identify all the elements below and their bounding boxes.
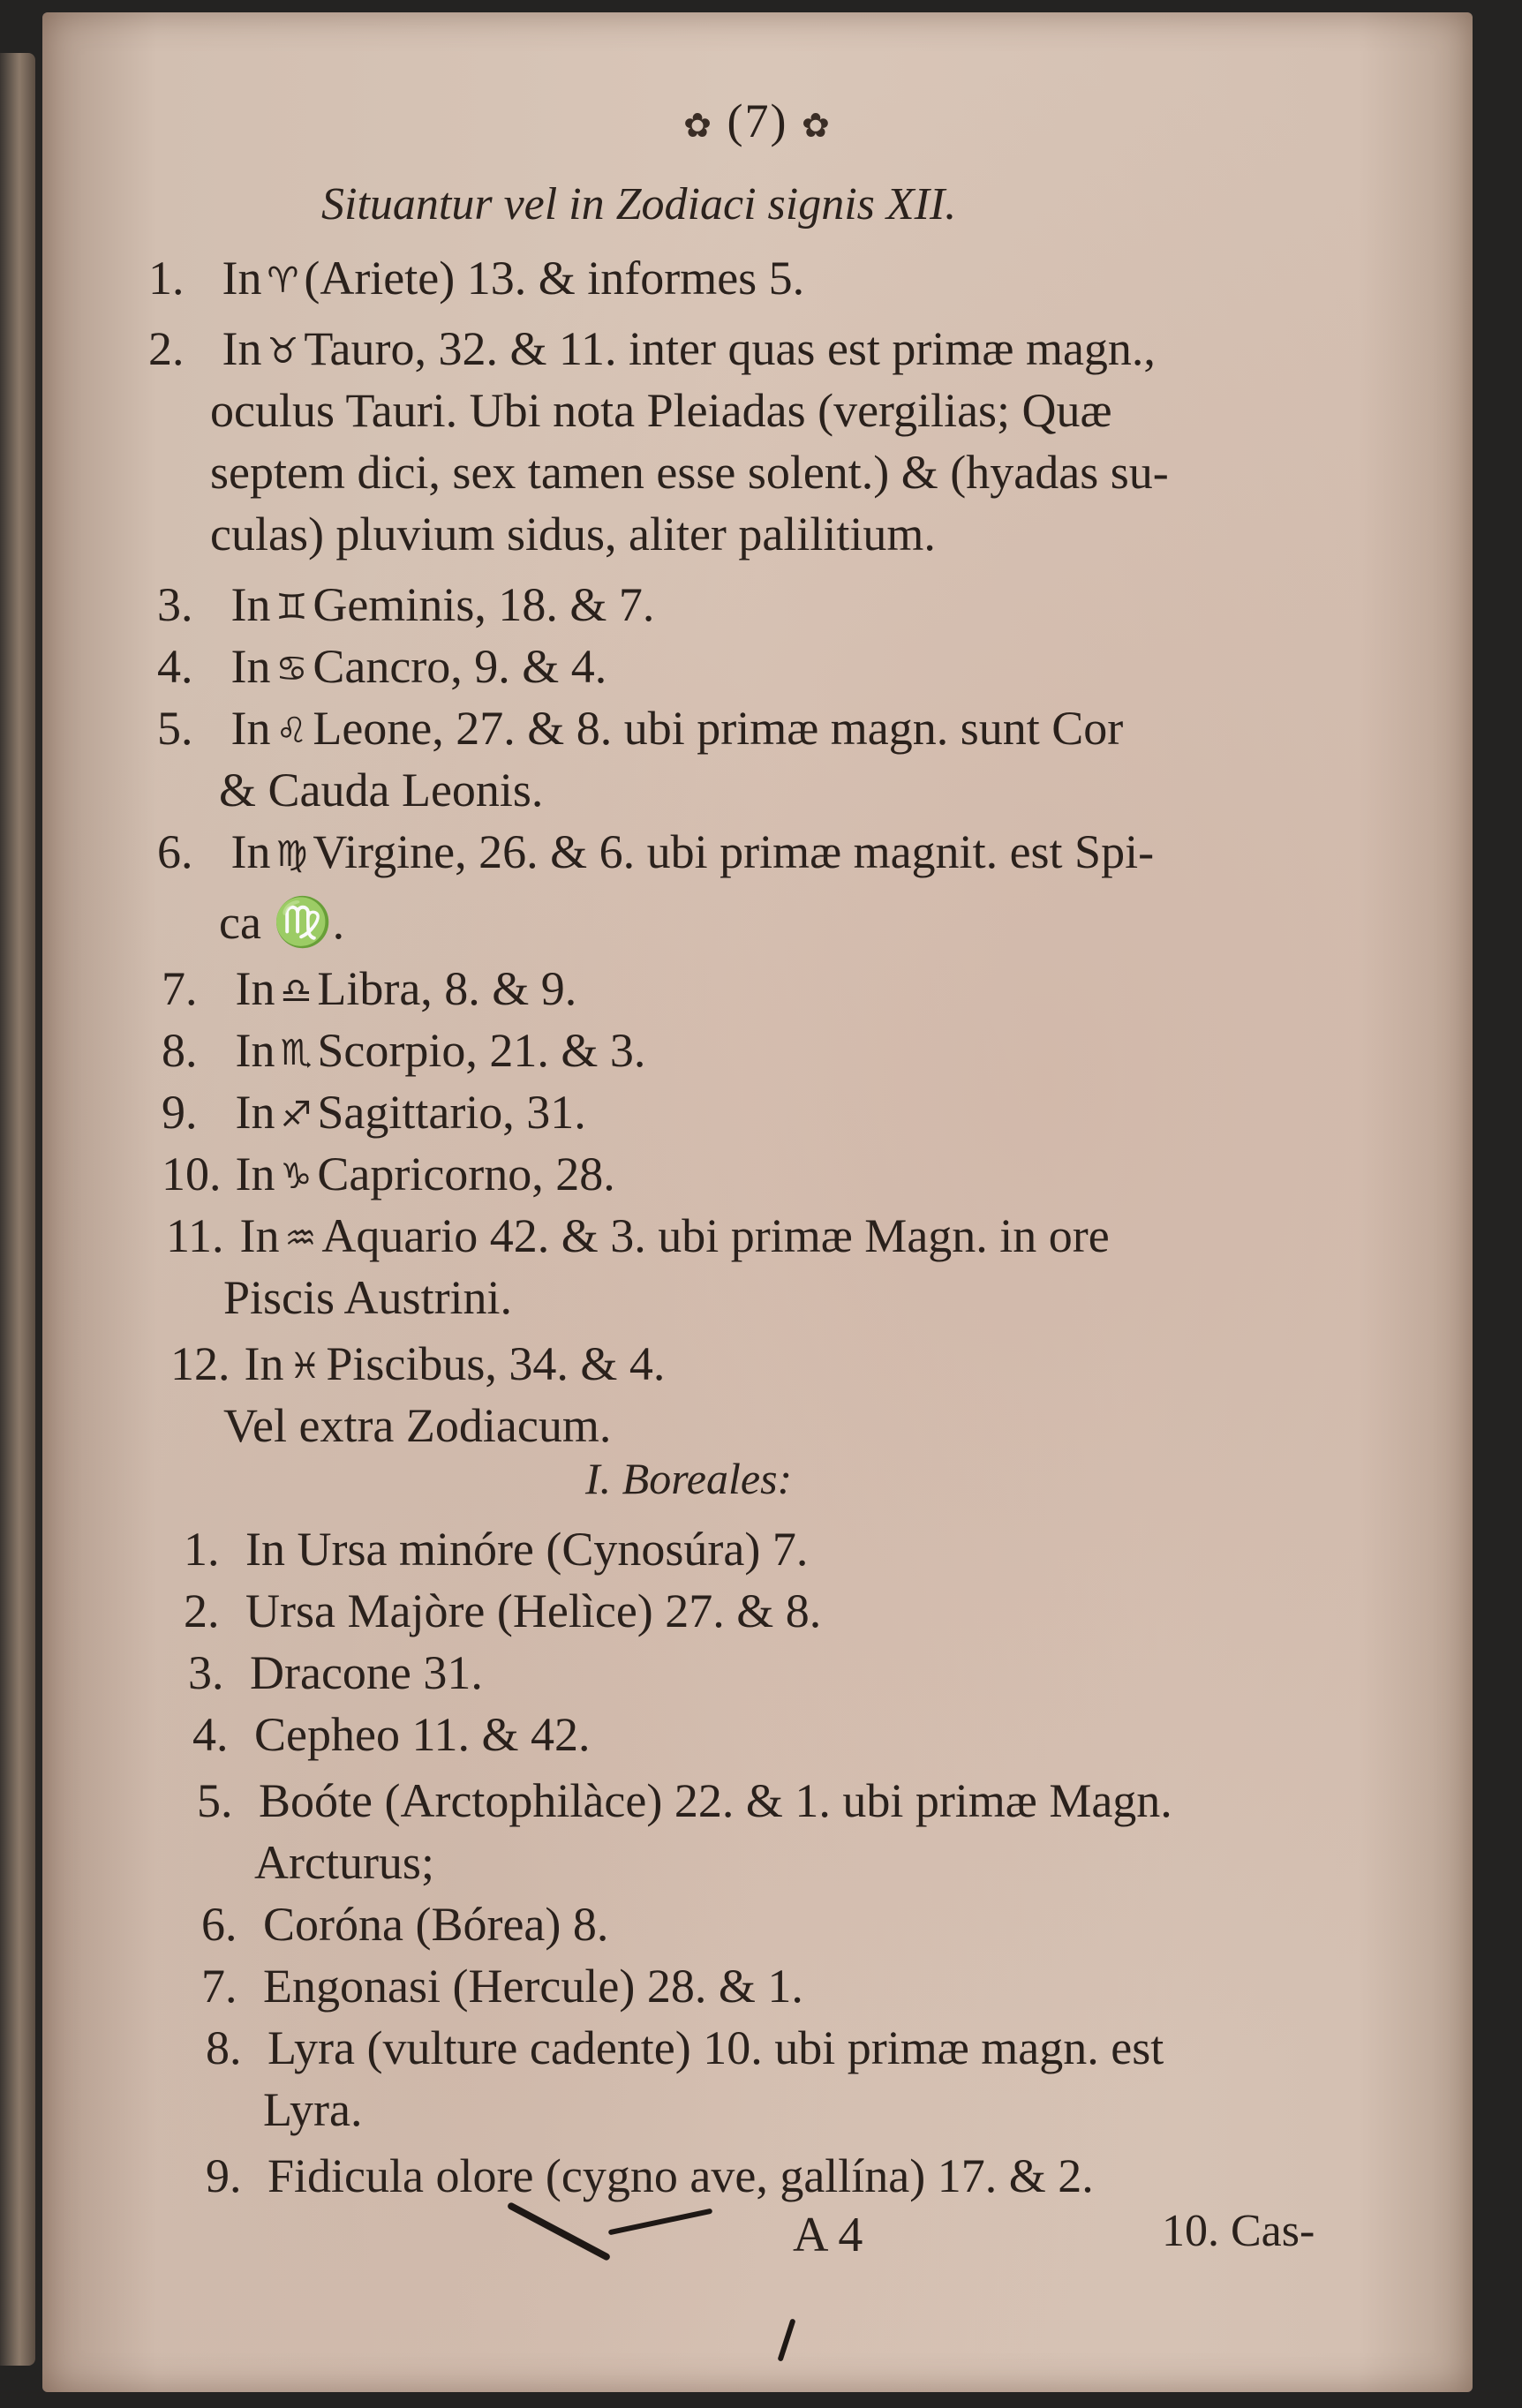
zodiac-line	[170, 1336, 665, 1391]
zodiac-line	[162, 961, 576, 1016]
ornament-left-icon: ✿	[683, 108, 714, 146]
line-text: Cancro, 9. & 4.	[313, 640, 607, 693]
line-prefix: In	[210, 252, 262, 305]
line-text: Virgine, 26. & 6. ubi primæ magnit. est Spi-	[313, 825, 1155, 878]
line-text: Lyra.	[263, 2083, 363, 2136]
boreal-line	[254, 1835, 434, 1890]
zodiac-line	[210, 445, 1169, 500]
line-text: Aquario 42. & 3. ubi primæ Magn. in ore	[321, 1209, 1110, 1262]
zodiac-line	[148, 251, 804, 305]
line-number: 6.	[157, 825, 193, 878]
zodiac-line	[162, 1147, 615, 1201]
line-text: Libra, 8. & 9.	[317, 962, 577, 1015]
line-text: (Ariete) 13. & informes 5.	[304, 252, 805, 305]
line-text: & Cauda Leonis.	[219, 764, 544, 816]
line-text: Scorpio, 21. & 3.	[317, 1024, 646, 1077]
line-text: Boóte (Arctophilàce) 22. & 1. ubi primæ Magn.	[259, 1774, 1172, 1827]
line-text: Tauro, 32. & 11. inter quas est primæ magn.,	[304, 322, 1156, 375]
line-number: 8.	[206, 2021, 242, 2074]
page-number	[42, 94, 1473, 148]
line-text: Coróna (Bórea) 8.	[263, 1898, 609, 1951]
line-number: 3.	[157, 578, 193, 631]
line-number: 4.	[192, 1708, 229, 1761]
boreal-line	[188, 1645, 483, 1700]
zodiac-line	[157, 824, 1154, 879]
boreal-line	[184, 1522, 808, 1576]
line-prefix: In	[219, 578, 271, 631]
zodiac-line	[219, 895, 344, 951]
line-text: oculus Tauri. Ubi nota Pleiadas (vergilias; Quæ	[210, 384, 1112, 437]
line-number: 5.	[197, 1774, 233, 1827]
zodiac-line	[157, 577, 654, 632]
zodiac-sign-icon: ♈	[267, 260, 299, 301]
line-prefix: In	[219, 825, 271, 878]
line-text: Geminis, 18. & 7.	[313, 578, 655, 631]
zodiac-line	[162, 1023, 645, 1078]
zodiac-sign-icon: ♒	[284, 1218, 317, 1259]
line-number: 1.	[184, 1523, 220, 1576]
line-prefix: In	[223, 1024, 275, 1077]
zodiac-sign-icon: ♎	[280, 971, 313, 1012]
line-prefix: In	[228, 1209, 280, 1262]
line-text: Sagittario, 31.	[317, 1086, 586, 1139]
boreal-line	[192, 1707, 590, 1762]
line-text: Vel extra Zodiacum.	[223, 1399, 612, 1452]
zodiac-sign-icon: ♌	[275, 711, 308, 751]
line-number: 3.	[188, 1646, 224, 1699]
line-number: 6.	[201, 1898, 237, 1951]
line-text: Engonasi (Hercule) 28. & 1.	[263, 1960, 803, 2013]
ornament-right-icon: ✿	[801, 108, 832, 146]
line-number: 11.	[166, 1209, 224, 1262]
line-number: 5.	[157, 702, 193, 755]
line-prefix: In	[223, 962, 275, 1015]
line-number: 2.	[148, 322, 185, 375]
boreal-line	[201, 1897, 608, 1952]
left-page-edge	[0, 53, 35, 2366]
line-prefix: In	[219, 702, 271, 755]
line-text: Ursa Majòre (Helìce) 27. & 8.	[245, 1584, 822, 1637]
line-number: 9.	[206, 2149, 242, 2202]
line-text: Leone, 27. & 8. ubi primæ magn. sunt Cor	[313, 702, 1124, 755]
ink-stroke	[608, 2209, 713, 2236]
zodiac-line	[223, 1398, 611, 1453]
zodiac-sign-icon: ♓	[289, 1346, 321, 1387]
page-number-text: (7)	[727, 94, 788, 147]
section-title-boreales: I. Boreales:	[585, 1454, 793, 1503]
line-prefix: In	[232, 1337, 284, 1390]
boreal-line	[201, 1959, 803, 2013]
line-text: Fidicula olore (cygno ave, gallína) 17. & 2.	[267, 2149, 1094, 2202]
line-prefix: In	[210, 322, 262, 375]
line-text: Capricorno, 28.	[317, 1148, 615, 1200]
line-prefix: In	[223, 1086, 275, 1139]
zodiac-sign-icon: ♉	[267, 331, 299, 372]
zodiac-line	[162, 1085, 586, 1140]
line-number: 7.	[201, 1960, 237, 2013]
line-text: Cepheo 11. & 42.	[254, 1708, 591, 1761]
line-number: 12.	[170, 1337, 230, 1390]
line-number: 7.	[162, 962, 198, 1015]
page-heading: Situantur vel in Zodiaci signis XII.	[321, 179, 957, 230]
line-text: Piscis Austrini.	[223, 1271, 513, 1324]
ink-stroke	[777, 2318, 795, 2361]
zodiac-line	[210, 383, 1112, 438]
line-text: Arcturus;	[254, 1836, 434, 1889]
boreal-line	[206, 2148, 1094, 2203]
line-number: 4.	[157, 640, 193, 693]
zodiac-sign-icon: ♐	[280, 1095, 313, 1135]
zodiac-line	[148, 321, 1156, 376]
zodiac-line	[166, 1208, 1110, 1263]
book-page	[42, 12, 1473, 2392]
line-number: 9.	[162, 1086, 198, 1139]
zodiac-sign-icon: ♏	[280, 1033, 313, 1073]
line-text: In Ursa minóre (Cynosúra) 7.	[245, 1523, 809, 1576]
line-text: ca ♍.	[219, 896, 345, 949]
line-number: 2.	[184, 1584, 220, 1637]
boreal-line	[184, 1584, 821, 1638]
signature-mark: A 4	[793, 2208, 863, 2262]
zodiac-line	[157, 639, 607, 694]
line-text: Piscibus, 34. & 4.	[326, 1337, 666, 1390]
zodiac-sign-icon: ♑	[280, 1156, 313, 1197]
ink-stroke	[507, 2201, 612, 2261]
boreal-line	[206, 2020, 1164, 2075]
line-text: septem dici, sex tamen esse solent.) & (hyadas su-	[210, 446, 1169, 499]
line-number: 10.	[162, 1148, 222, 1200]
line-text: Dracone 31.	[250, 1646, 483, 1699]
zodiac-sign-icon: ♋	[275, 649, 308, 689]
zodiac-line	[219, 763, 543, 817]
boreal-line	[197, 1773, 1172, 1828]
zodiac-line	[210, 507, 936, 561]
zodiac-line	[157, 701, 1123, 756]
zodiac-sign-icon: ♍	[275, 834, 308, 875]
zodiac-sign-icon: ♊	[275, 587, 308, 628]
zodiac-line	[223, 1270, 512, 1325]
line-text: culas) pluvium sidus, aliter palilitium.	[210, 508, 936, 561]
catchword: 10. Cas-	[1162, 2206, 1315, 2256]
line-number: 1.	[148, 252, 185, 305]
line-prefix: In	[223, 1148, 275, 1200]
line-text: Lyra (vulture cadente) 10. ubi primæ magn. est	[267, 2021, 1164, 2074]
line-number: 8.	[162, 1024, 198, 1077]
boreal-line	[263, 2082, 362, 2137]
line-prefix: In	[219, 640, 271, 693]
